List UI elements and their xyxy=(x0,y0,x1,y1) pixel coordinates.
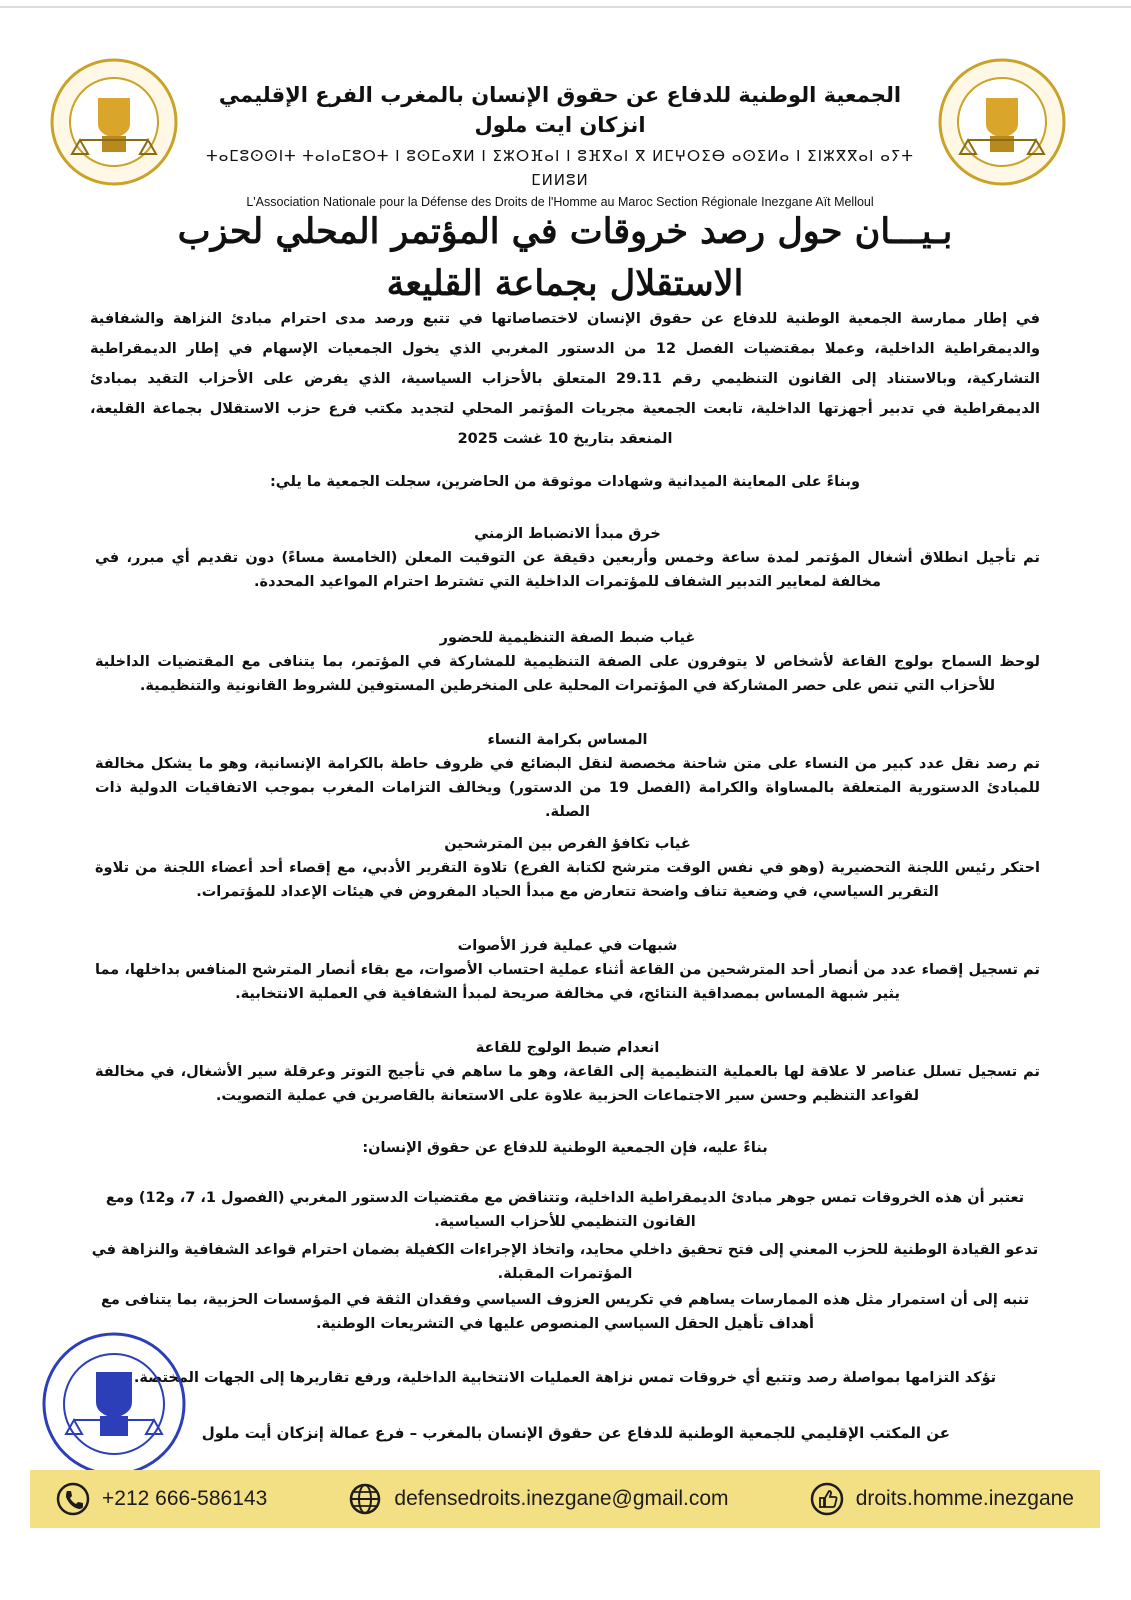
finding-title: شبهات في عملية فرز الأصوات xyxy=(457,938,678,954)
association-logo-right xyxy=(938,58,1066,186)
conclusion-item: تعتبر أن هذه الخروقات تمس جوهر مبادئ الديمقراطية الداخلية، وتتناقض مع مقتضيات الدستور المغربي (الفصول 1، 7، و12) ومع القانون التنظيمي للأحزاب السياسية. xyxy=(105,1190,1025,1230)
email-contact[interactable] xyxy=(348,1482,728,1516)
conclusion-item: تدعو القيادة الوطنية للحزب المعني إلى فتح تحقيق داخلي محايد، واتخاذ الإجراءات الكفيلة بضمان احترام قواعد الشفافية والنزاهة في المؤتمرات المقبلة. xyxy=(91,1242,1039,1282)
finding-title: خرق مبدأ الانضباط الزمني xyxy=(474,526,661,542)
social-handle: droits.homme.inezgane xyxy=(855,1487,1074,1510)
thumbs-up-icon xyxy=(810,1482,844,1516)
conclusions-lead: بناءً عليه، فإن الجمعية الوطنية للدفاع عن حقوق الإنسان: xyxy=(362,1140,768,1156)
letterhead-arabic: الجمعية الوطنية للدفاع عن حقوق الإنسان بالمغرب الفرع الإقليمي انزكان ايت ملول xyxy=(218,83,902,137)
association-logo-left xyxy=(50,58,178,186)
phone-number: +212 666-586143 xyxy=(102,1487,268,1510)
finding-title: غياب تكافؤ الفرص بين المترشحين xyxy=(444,836,691,852)
phone-contact[interactable] xyxy=(56,1482,267,1516)
finding-body: احتكر رئيس اللجنة التحضيرية (وهو في نفس الوقت مترشح لكتابة الفرع) تلاوة التقرير الأدبي، مع إقصاء أحد أعضاء اللجنة من تلاوة التقرير السياسي، في وضعية تناف واضحة تتعارض مع مبدأ الحياد المفروض في هيئات الإعداد للمؤتمرات. xyxy=(95,860,1040,900)
finding-section xyxy=(95,626,1040,698)
finding-section xyxy=(95,522,1040,594)
finding-body: تم تسجيل تسلل عناصر لا علاقة لها بالعملية التنظيمية إلى القاعة، وهو ما ساهم في تأجيج التوتر وعرقلة سير الأشغال، في مخالفة لقواعد التنظيم وحسن سير الاجتماعات الحزبية علاوة على الاستعانة بالقاصرين في عملية التصويت. xyxy=(95,1064,1040,1104)
finding-section xyxy=(95,934,1040,1006)
finding-body: لوحظ السماح بولوج القاعة لأشخاص لا يتوفرون على الصفة التنظيمية للمشاركة في المؤتمر، بما يتنافى مع المقتضيات الداخلية للأحزاب التي تنص على حصر المشاركة في المؤتمرات المحلية على المنخرطين المستوفين للشروط القانونية والتنظيمية. xyxy=(95,654,1040,694)
finding-body: تم رصد نقل عدد كبير من النساء على متن شاحنة مخصصة لنقل البضائع في ظروف حاطة بالكرامة الإنسانية، وهو ما يشكل مخالفة للمبادئ الدستورية المتعلقة بالمساواة والكرامة (الفصل 19 من الدستور) ويخالف التزامات المغرب بموجب الاتفاقيات الدولية ذات الصلة. xyxy=(95,756,1040,820)
conclusion-item: تؤكد التزامها بمواصلة رصد وتتبع أي خروقات تمس نزاهة العمليات الانتخابية الداخلية، ورفع تقاريرها إلى الجهات المختصة. xyxy=(133,1370,997,1386)
letterhead-french: L'Association Nationale pour la Défense des Droits de l'Homme au Maroc Section Régionale Inezgane Aït Melloul xyxy=(246,195,874,209)
finding-title: غياب ضبط الصفة التنظيمية للحضور xyxy=(439,630,696,646)
finding-section xyxy=(95,728,1040,824)
findings-lead: وبناءً على المعاينة الميدانية وشهادات موثوقة من الحاضرين، سجلت الجمعية ما يلي: xyxy=(270,474,860,490)
letterhead xyxy=(190,80,930,212)
finding-title: انعدام ضبط الولوج للقاعة xyxy=(475,1040,660,1056)
letterhead-tifinagh: ⵜⴰⵎⵓⵙⵙⵏⵜ ⵜⴰⵏⴰⵎⵓⵔⵜ ⵏ ⵓⵙⵎⴰⴳⵍ ⵏ ⵉⵣⵔⴼⴰⵏ ⵏ ⵓⴼⴳⴰⵏ ⴳ ⵍⵎⵖⵔⵉⴱ ⴰⵙⵉⵍⴰ ⵏ ⵉⵏⵣⴳⴳⴰⵏ ⴰⵢⵜ ⵎⵍⵍⵓⵍ xyxy=(206,147,914,189)
globe-icon xyxy=(348,1482,382,1516)
finding-body: تم تسجيل إقصاء عدد من أنصار أحد المترشحين من القاعة أثناء عملية احتساب الأصوات، مع بقاء أنصار المترشح المنافس بداخلها، مما يثير شبهة المساس بمصداقية النتائج، في مخالفة صريحة لمبدأ الشفافية في العملية الانتخابية. xyxy=(95,962,1040,1002)
finding-title: المساس بكرامة النساء xyxy=(487,732,648,748)
contact-footer xyxy=(30,1470,1100,1528)
statement-title: بـيـــان حول رصد خروقات في المؤتمر المحلي لحزب الاستقلال بجماعة القليعة xyxy=(177,211,953,304)
phone-icon xyxy=(56,1482,90,1516)
association-stamp xyxy=(40,1330,188,1478)
finding-section xyxy=(95,832,1040,904)
email-address: defensedroits.inezgane@gmail.com xyxy=(394,1487,729,1510)
signature-line: عن المكتب الإقليمي للجمعية الوطنية للدفاع عن حقوق الإنسان بالمغرب – فرع عمالة إنزكان أيت ملول xyxy=(201,1424,950,1442)
conclusion-item: تنبه إلى أن استمرار مثل هذه الممارسات يساهم في تكريس العزوف السياسي وفقدان الثقة في المؤسسات الحزبية، بما يتنافى مع أهداف تأهيل الحقل السياسي المنصوص عليها في التشريعات الوطنية. xyxy=(101,1292,1029,1332)
intro-paragraph: في إطار ممارسة الجمعية الوطنية للدفاع عن حقوق الإنسان لاختصاصاتها في تتبع ورصد مدى احترام مبادئ النزاهة والشفافية والديمقراطية الداخلية، وعملا بمقتضيات الفصل 12 من الدستور المغربي الذي يخول الجمعيات الإسهام في إطار الديمقراطية التشاركية، وبالاستناد إلى القانون التنظيمي رقم 29.11 المتعلق بالأحزاب السياسية، الذي يفرض على الأحزاب التقيد بمبادئ الديمقراطية في تدبير أجهزتها الداخلية، تابعت الجمعية مجريات المؤتمر المحلي لتجديد مكتب فرع حزب الاستقلال بجماعة القليعة، المنعقد بتاريخ 10 غشت 2025 xyxy=(90,311,1041,447)
finding-body: تم تأجيل انطلاق أشغال المؤتمر لمدة ساعة وخمس وأربعين دقيقة عن التوقيت المعلن (الخامسة مساءً) دون تقديم أي مبرر، في مخالفة لمعايير التدبير الشفاف للمؤتمرات الداخلية التي تشترط احترام المواعيد المحددة. xyxy=(95,550,1040,590)
finding-section xyxy=(95,1036,1040,1108)
social-contact[interactable] xyxy=(810,1482,1074,1516)
scan-edge-line xyxy=(0,6,1131,8)
